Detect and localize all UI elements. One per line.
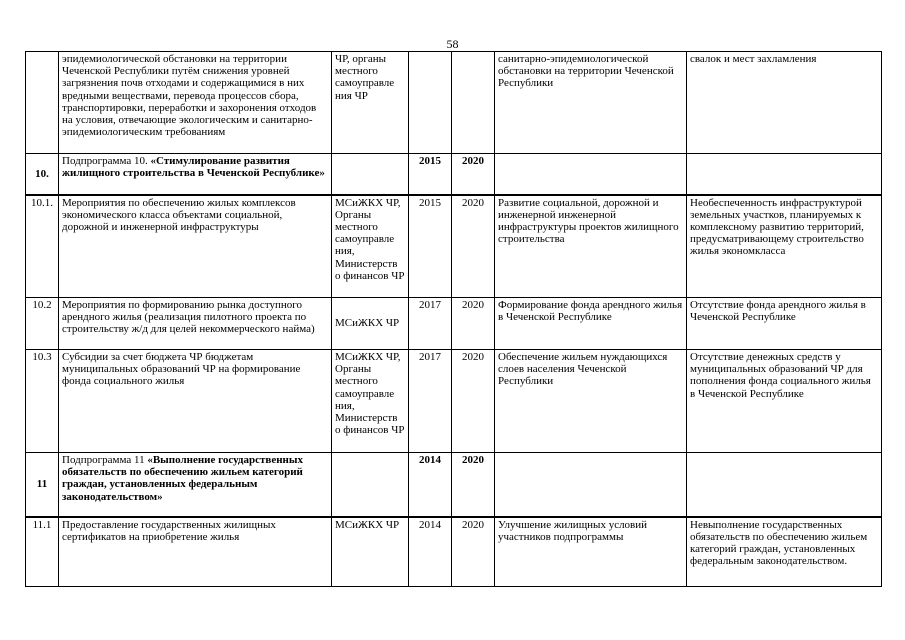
end-year: 2020 bbox=[452, 195, 495, 298]
start-year: 2014 bbox=[409, 453, 452, 517]
start-year: 2015 bbox=[409, 154, 452, 195]
executor: МСиЖКХ ЧР, Органы местного самоуправле ния, Министерств о финансов ЧР bbox=[332, 195, 409, 298]
row-number: 10.2 bbox=[26, 298, 59, 350]
subprogram-title: «Выполнение государственных обязательств по обеспечению жильем категорий граждан, установленных федеральным законодательством» bbox=[62, 454, 303, 503]
expected-result: Обеспечение жильем нуждающихся слоев населения Чеченской Республики bbox=[495, 350, 687, 453]
start-year: 2017 bbox=[409, 298, 452, 350]
expected-result: санитарно-эпидемиологической обстановки на территории Чеченской Республики bbox=[495, 52, 687, 154]
executor bbox=[332, 154, 409, 195]
row-number: 10.1. bbox=[26, 195, 59, 298]
non-implementation-consequence: Отсутствие денежных средств у муниципальных образований ЧР для пополнения фонда социального жилья в Чеченской Республике bbox=[687, 350, 882, 453]
subprogram-row bbox=[26, 453, 882, 517]
table-row bbox=[26, 298, 882, 350]
executor: МСиЖКХ ЧР, Органы местного самоуправле ния, Министерств о финансов ЧР bbox=[332, 350, 409, 453]
expected-result: Улучшение жилищных условий участников подпрограммы bbox=[495, 517, 687, 587]
page-number: 58 bbox=[446, 37, 459, 51]
executor: ЧР, органы местного самоуправле ния ЧР bbox=[332, 52, 409, 154]
expected-result bbox=[495, 154, 687, 195]
program-activities-table bbox=[25, 51, 882, 587]
executor bbox=[332, 453, 409, 517]
subprogram-title: «Стимулирование развития жилищного строительства в Чеченской Республике» bbox=[62, 155, 325, 180]
table-row bbox=[26, 195, 882, 298]
row-number: 10.3 bbox=[26, 350, 59, 453]
table-row bbox=[26, 52, 882, 154]
expected-result bbox=[495, 453, 687, 517]
end-year: 2020 bbox=[452, 154, 495, 195]
executor: МСиЖКХ ЧР bbox=[332, 298, 409, 350]
executor: МСиЖКХ ЧР bbox=[332, 517, 409, 587]
end-year: 2020 bbox=[452, 298, 495, 350]
row-number bbox=[26, 52, 59, 154]
non-implementation-consequence bbox=[687, 453, 882, 517]
subprogram-row bbox=[26, 154, 882, 195]
table-row bbox=[26, 517, 882, 587]
non-implementation-consequence: Невыполнение государственных обязательств по обеспечению жильем категорий граждан, установленных федеральным законодательством. bbox=[687, 517, 882, 587]
end-year: 2020 bbox=[452, 350, 495, 453]
end-year bbox=[452, 52, 495, 154]
start-year bbox=[409, 52, 452, 154]
row-number: 10. bbox=[26, 154, 59, 195]
start-year: 2015 bbox=[409, 195, 452, 298]
activity-name bbox=[59, 154, 332, 195]
end-year: 2020 bbox=[452, 453, 495, 517]
table-row bbox=[26, 350, 882, 453]
subprogram-label: Подпрограмма 11 bbox=[62, 454, 148, 466]
activity-name: Предоставление государственных жилищных сертификатов на приобретение жилья bbox=[59, 517, 332, 587]
non-implementation-consequence: Отсутствие фонда арендного жилья в Чеченской Республике bbox=[687, 298, 882, 350]
non-implementation-consequence bbox=[687, 154, 882, 195]
row-number: 11.1 bbox=[26, 517, 59, 587]
activity-name: Субсидии за счет бюджета ЧР бюджетам муниципальных образований ЧР на формирование фонда социального жилья bbox=[59, 350, 332, 453]
subprogram-label: Подпрограмма 10. bbox=[62, 155, 151, 167]
expected-result: Развитие социальной, дорожной и инженерной инженерной инфраструктуры проектов жилищного строительства bbox=[495, 195, 687, 298]
activity-name: Мероприятия по обеспечению жилых комплексов экономического класса объектами социальной, дорожной и инженерной инфраструктуры bbox=[59, 195, 332, 298]
non-implementation-consequence: свалок и мест захламления bbox=[687, 52, 882, 154]
activity-name: эпидемиологической обстановки на территории Чеченской Республики путём снижения уровней загрязнения почв отходами и содержащимися в них вредными веществами, перевода процессов сбора, транспортировки, переработки и захоронения отходов на условия, отвечающие экологическим и санитарно-эпидемиологическим требованиям bbox=[59, 52, 332, 154]
row-number: 11 bbox=[26, 453, 59, 517]
activity-name: Мероприятия по формированию рынка доступного арендного жилья (реализация пилотного проекта по строительству ж/д для целей некоммерческого найма) bbox=[59, 298, 332, 350]
activity-name bbox=[59, 453, 332, 517]
expected-result: Формирование фонда арендного жилья в Чеченской Республике bbox=[495, 298, 687, 350]
non-implementation-consequence: Необеспеченность инфраструктурой земельных участков, планируемых к комплексному развитию территорий, предусматривающему строительство жилья экономкласса bbox=[687, 195, 882, 298]
start-year: 2014 bbox=[409, 517, 452, 587]
start-year: 2017 bbox=[409, 350, 452, 453]
end-year: 2020 bbox=[452, 517, 495, 587]
